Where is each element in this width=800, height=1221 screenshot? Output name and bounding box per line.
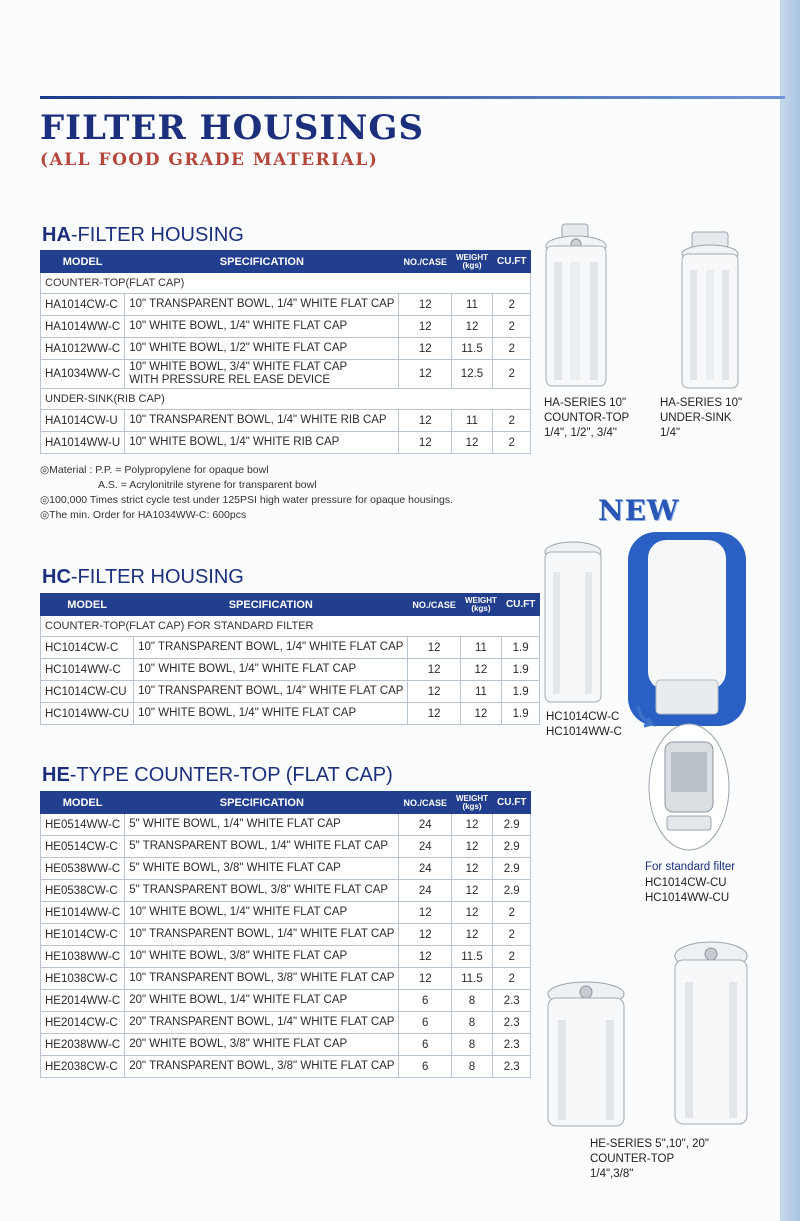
- model-cell: HE2014CW-C: [41, 1012, 125, 1034]
- cuft-cell: 2: [493, 968, 531, 990]
- col-header-model: MODEL: [41, 251, 125, 273]
- specification-cell: 5" TRANSPARENT BOWL, 1/4" WHITE FLAT CAP: [125, 836, 399, 858]
- top-rule: [40, 96, 785, 99]
- no-case-cell: 12: [408, 659, 461, 681]
- model-cell: HE2014WW-C: [41, 990, 125, 1012]
- hc-models-caption: HC1014CW-C HC1014WW-C: [546, 711, 622, 738]
- cuft-cell: 2.9: [493, 858, 531, 880]
- model-cell: HC1014WW-C: [41, 659, 134, 681]
- table-row: [41, 990, 531, 1012]
- cuft-cell: 2: [493, 294, 531, 316]
- group-row: [41, 389, 531, 410]
- group-row: [41, 273, 531, 294]
- he-5in-housing-image: [544, 980, 628, 1130]
- col-header-cuft: CU.FT: [493, 251, 531, 273]
- specification-cell: 5" WHITE BOWL, 1/4" WHITE FLAT CAP: [125, 814, 399, 836]
- group-label: COUNTER-TOP(FLAT CAP): [41, 273, 531, 294]
- table-header-row: [41, 251, 531, 273]
- model-cell: HE1014WW-C: [41, 902, 125, 924]
- no-case-cell: 12: [399, 316, 452, 338]
- specification-cell: 20" TRANSPARENT BOWL, 1/4" WHITE FLAT CAP: [125, 1012, 399, 1034]
- specification-cell: 10" WHITE BOWL, 1/4" WHITE FLAT CAP: [125, 316, 399, 338]
- table-row: [41, 316, 531, 338]
- weight-cell: 11: [460, 637, 501, 659]
- model-cell: HE1014CW-C: [41, 924, 125, 946]
- model-cell: HE2038CW-C: [41, 1056, 125, 1078]
- no-case-cell: 12: [399, 946, 452, 968]
- no-case-cell: 6: [399, 1012, 452, 1034]
- specification-cell: 20" TRANSPARENT BOWL, 3/8" WHITE FLAT CAP: [125, 1056, 399, 1078]
- no-case-cell: 24: [399, 814, 452, 836]
- no-case-cell: 12: [399, 294, 452, 316]
- weight-cell: 12: [452, 432, 493, 454]
- weight-cell: 12: [460, 659, 501, 681]
- no-case-cell: 12: [399, 432, 452, 454]
- weight-cell: 11: [452, 410, 493, 432]
- specification-cell: 10" WHITE BOWL, 1/4" WHITE RIB CAP: [125, 432, 399, 454]
- cuft-cell: 2.9: [493, 814, 531, 836]
- no-case-cell: 24: [399, 858, 452, 880]
- model-cell: HE1038WW-C: [41, 946, 125, 968]
- col-header-model: MODEL: [41, 792, 125, 814]
- weight-cell: 12: [452, 814, 493, 836]
- model-cell: HA1014WW-U: [41, 432, 125, 454]
- hc-housing-image: [540, 538, 606, 708]
- weight-cell: 11: [460, 681, 501, 703]
- table-row: [41, 360, 531, 389]
- cuft-cell: 2: [493, 924, 531, 946]
- col-header-no-case: NO./CASE: [408, 594, 461, 616]
- table-row: [41, 946, 531, 968]
- specification-cell: 10" TRANSPARENT BOWL, 1/4" WHITE FLAT CAP: [134, 681, 408, 703]
- no-case-cell: 24: [399, 836, 452, 858]
- table-row: [41, 1056, 531, 1078]
- col-header-cuft: CU.FT: [501, 594, 539, 616]
- weight-cell: 8: [452, 990, 493, 1012]
- he-section-title: [42, 764, 393, 787]
- page-subtitle: (ALL FOOD GRADE MATERIAL): [40, 150, 379, 170]
- model-cell: HE0538WW-C: [41, 858, 125, 880]
- weight-cell: 11: [452, 294, 493, 316]
- model-cell: HE0514WW-C: [41, 814, 125, 836]
- cuft-cell: 2: [493, 360, 531, 389]
- table-row: [41, 1012, 531, 1034]
- table-header-row: [41, 792, 531, 814]
- table-header-row: [41, 594, 540, 616]
- model-cell: HA1014WW-C: [41, 316, 125, 338]
- specification-cell: 10" WHITE BOWL, 1/2" WHITE FLAT CAP: [125, 338, 399, 360]
- table-row: [41, 924, 531, 946]
- he-series-caption: HE-SERIES 5",10", 20" COUNTER-TOP 1/4",3/8": [590, 1138, 709, 1180]
- cuft-cell: 1.9: [501, 637, 539, 659]
- cuft-cell: 1.9: [501, 703, 539, 725]
- ha-countertop-caption: HA-SERIES 10" COUNTOR-TOP 1/4", 1/2", 3/4": [544, 397, 630, 439]
- ha-undersink-housing-image: [676, 230, 746, 394]
- group-row: [41, 616, 540, 637]
- cuft-cell: 2.3: [493, 1056, 531, 1078]
- cuft-cell: 2.3: [493, 1012, 531, 1034]
- specification-cell: 20" WHITE BOWL, 3/8" WHITE FLAT CAP: [125, 1034, 399, 1056]
- ha-spec-table: [40, 250, 531, 454]
- weight-cell: 12: [452, 902, 493, 924]
- cuft-cell: 2.9: [493, 880, 531, 902]
- cuft-cell: 2.3: [493, 1034, 531, 1056]
- no-case-cell: 12: [399, 924, 452, 946]
- col-header-specification: SPECIFICATION: [125, 792, 399, 814]
- cuft-cell: 2: [493, 338, 531, 360]
- note-item: ◎100,000 Times strict cycle test under 125PSI high water pressure for opaque housings.: [40, 494, 454, 506]
- weight-cell: 12: [460, 703, 501, 725]
- weight-cell: 11.5: [452, 968, 493, 990]
- weight-cell: 11.5: [452, 946, 493, 968]
- no-case-cell: 6: [399, 1056, 452, 1078]
- specification-cell: 10" TRANSPARENT BOWL, 1/4" WHITE RIB CAP: [125, 410, 399, 432]
- new-badge: NEW: [598, 494, 680, 527]
- no-case-cell: 12: [399, 968, 452, 990]
- specification-cell: 10" WHITE BOWL, 1/4" WHITE FLAT CAP: [134, 703, 408, 725]
- col-header-specification: SPECIFICATION: [125, 251, 399, 273]
- model-cell: HE1038CW-C: [41, 968, 125, 990]
- weight-cell: 12.5: [452, 360, 493, 389]
- hc-spec-table: [40, 593, 540, 725]
- no-case-cell: 24: [399, 880, 452, 902]
- model-cell: HA1034WW-C: [41, 360, 125, 389]
- model-cell: HA1012WW-C: [41, 338, 125, 360]
- specification-cell: 10" WHITE BOWL, 1/4" WHITE FLAT CAP: [125, 902, 399, 924]
- weight-cell: 12: [452, 316, 493, 338]
- hc-title-text: -FILTER HOUSING: [70, 566, 244, 588]
- specification-cell: 10" TRANSPARENT BOWL, 3/8" WHITE FLAT CAP: [125, 968, 399, 990]
- model-cell: HC1014CW-CU: [41, 681, 134, 703]
- filter-cartridge-closeup-image: [647, 722, 731, 852]
- no-case-cell: 6: [399, 990, 452, 1012]
- cuft-cell: 2.3: [493, 990, 531, 1012]
- specification-cell: 10" TRANSPARENT BOWL, 1/4" WHITE FLAT CAP: [125, 294, 399, 316]
- model-cell: HE2038WW-C: [41, 1034, 125, 1056]
- col-header-no-case: NO./CASE: [399, 792, 452, 814]
- ha-section-title: [42, 224, 244, 247]
- no-case-cell: 12: [399, 360, 452, 389]
- hc-title-code: HC: [42, 566, 71, 588]
- table-row: [41, 338, 531, 360]
- table-row: [41, 294, 531, 316]
- model-cell: HA1014CW-U: [41, 410, 125, 432]
- he-title-text: -TYPE COUNTER-TOP (FLAT CAP): [69, 764, 393, 786]
- table-row: [41, 880, 531, 902]
- no-case-cell: 12: [399, 410, 452, 432]
- col-header-weight: WEIGHT (kgs): [452, 792, 493, 814]
- weight-cell: 11.5: [452, 338, 493, 360]
- cuft-cell: 2: [493, 432, 531, 454]
- col-header-specification: SPECIFICATION: [134, 594, 408, 616]
- col-header-weight: WEIGHT (kgs): [452, 251, 493, 273]
- table-row: [41, 410, 531, 432]
- ha-title-text: -FILTER HOUSING: [70, 224, 244, 246]
- specification-cell: 5" WHITE BOWL, 3/8" WHITE FLAT CAP: [125, 858, 399, 880]
- side-color-band: [780, 0, 800, 1221]
- cuft-cell: 2: [493, 946, 531, 968]
- weight-cell: 12: [452, 924, 493, 946]
- group-label: UNDER-SINK(RIB CAP): [41, 389, 531, 410]
- he-title-code: HE: [42, 764, 70, 786]
- table-row: [41, 659, 540, 681]
- col-header-weight: WEIGHT (kgs): [460, 594, 501, 616]
- model-cell: HE0538CW-C: [41, 880, 125, 902]
- specification-cell: 20" WHITE BOWL, 1/4" WHITE FLAT CAP: [125, 990, 399, 1012]
- page-title: FILTER HOUSINGS: [40, 108, 425, 148]
- no-case-cell: 12: [408, 703, 461, 725]
- model-cell: HC1014WW-CU: [41, 703, 134, 725]
- no-case-cell: 12: [399, 338, 452, 360]
- specification-cell: 5" TRANSPARENT BOWL, 3/8" WHITE FLAT CAP: [125, 880, 399, 902]
- note-item: A.S. = Acrylonitrile styrene for transparent bowl: [98, 479, 317, 491]
- note-item: ◎The min. Order for HA1034WW-C: 600pcs: [40, 509, 247, 521]
- no-case-cell: 12: [408, 637, 461, 659]
- cuft-cell: 1.9: [501, 659, 539, 681]
- col-header-cuft: CU.FT: [493, 792, 531, 814]
- table-row: [41, 814, 531, 836]
- table-row: [41, 836, 531, 858]
- table-row: [41, 968, 531, 990]
- no-case-cell: 12: [408, 681, 461, 703]
- specification-cell: 10" WHITE BOWL, 3/8" WHITE FLAT CAP: [125, 946, 399, 968]
- ha-undersink-caption: HA-SERIES 10" UNDER-SINK 1/4": [660, 397, 743, 439]
- no-case-cell: 6: [399, 1034, 452, 1056]
- standard-models-caption: HC1014CW-CU HC1014WW-CU: [645, 877, 730, 904]
- weight-cell: 12: [452, 858, 493, 880]
- specification-cell: 10" TRANSPARENT BOWL, 1/4" WHITE FLAT CAP: [125, 924, 399, 946]
- specification-cell: 10" WHITE BOWL, 3/4" WHITE FLAT CAP WITH PRESSURE REL EASE DEVICE: [125, 360, 399, 389]
- note-item: ◎Material : P.P. = Polypropylene for opaque bowl: [40, 464, 269, 476]
- table-row: [41, 1034, 531, 1056]
- cuft-cell: 2.9: [493, 836, 531, 858]
- standard-filter-caption: For standard filter: [645, 861, 736, 873]
- model-cell: HE0514CW-C: [41, 836, 125, 858]
- table-row: [41, 432, 531, 454]
- weight-cell: 12: [452, 836, 493, 858]
- cuft-cell: 1.9: [501, 681, 539, 703]
- no-case-cell: 12: [399, 902, 452, 924]
- material-notes: [40, 463, 453, 523]
- cuft-cell: 2: [493, 316, 531, 338]
- weight-cell: 8: [452, 1034, 493, 1056]
- table-row: [41, 703, 540, 725]
- specification-cell: 10" TRANSPARENT BOWL, 1/4" WHITE FLAT CAP: [134, 637, 408, 659]
- col-header-model: MODEL: [41, 594, 134, 616]
- weight-cell: 8: [452, 1012, 493, 1034]
- hc-section-title: [42, 566, 244, 589]
- table-row: [41, 902, 531, 924]
- ha-title-code: HA: [42, 224, 71, 246]
- table-row: [41, 637, 540, 659]
- specification-cell: 10" WHITE BOWL, 1/4" WHITE FLAT CAP: [134, 659, 408, 681]
- cuft-cell: 2: [493, 410, 531, 432]
- cuft-cell: 2: [493, 902, 531, 924]
- weight-cell: 8: [452, 1056, 493, 1078]
- table-row: [41, 858, 531, 880]
- he-spec-table: [40, 791, 531, 1078]
- group-label: COUNTER-TOP(FLAT CAP) FOR STANDARD FILTER: [41, 616, 540, 637]
- he-20in-housing-image: [670, 938, 752, 1128]
- standard-filter-housing-image: [626, 530, 748, 728]
- col-header-no-case: NO./CASE: [399, 251, 452, 273]
- model-cell: HA1014CW-C: [41, 294, 125, 316]
- weight-cell: 12: [452, 880, 493, 902]
- ha-countertop-housing-image: [538, 222, 618, 394]
- table-row: [41, 681, 540, 703]
- model-cell: HC1014CW-C: [41, 637, 134, 659]
